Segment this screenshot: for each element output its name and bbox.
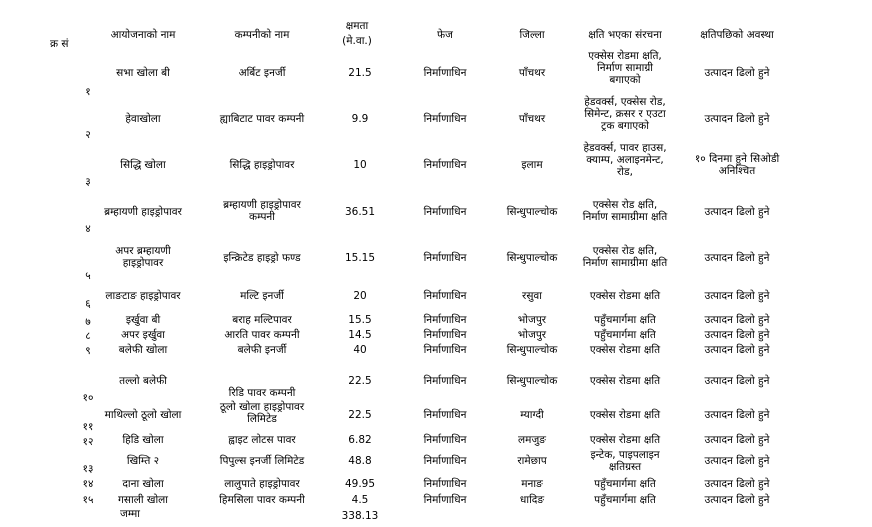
total-value: 338.13 — [341, 510, 379, 522]
row-capacity: 9.9 — [351, 113, 369, 125]
row-damage: निर्माण सामाग्रीमा क्षति — [582, 211, 668, 223]
row-project: हाइड्रोपावर — [122, 257, 164, 269]
row-project: ब्रम्हायणी हाइड्रोपावर — [104, 206, 182, 218]
row-phase: निर्माणाधिन — [423, 206, 467, 218]
row-project: सिद्धि खोला — [120, 159, 166, 171]
row-damage: एक्सेस रोडमा क्षति, — [588, 50, 662, 62]
row-status: उत्पादन ढिलो हुने — [704, 113, 770, 125]
row-status: उत्पादन ढिलो हुने — [704, 434, 770, 446]
row-phase: निर्माणाधिन — [423, 409, 467, 421]
row-capacity: 21.5 — [348, 67, 372, 79]
row-phase: निर्माणाधिन — [423, 290, 467, 302]
row-damage: एक्सेस रोडमा क्षति — [589, 344, 661, 356]
row-district: धादिङ — [519, 494, 545, 506]
row-capacity: 20 — [353, 290, 367, 302]
row-status: उत्पादन ढिलो हुने — [704, 455, 770, 467]
row-damage: सिमेन्ट, क्रसर र एउटा — [584, 108, 666, 120]
row-phase: निर्माणाधिन — [423, 494, 467, 506]
row-status: उत्पादन ढिलो हुने — [704, 290, 770, 302]
row-company: अर्बिट इनर्जी — [238, 67, 286, 79]
row-phase: निर्माणाधिन — [423, 344, 467, 356]
header-company: कम्पनीको नाम — [234, 29, 290, 41]
row-damage: एक्सेस रोडमा क्षति — [589, 434, 661, 446]
row-project: अपर ब्रम्हायणी — [115, 245, 171, 257]
row-phase: निर्माणाधिन — [423, 113, 467, 125]
row-damage: पहुँचमार्गमा क्षति — [594, 494, 656, 506]
row-damage: हेडवर्क्स, पावर हाउस, — [583, 142, 667, 154]
header-sn: क्र सं — [50, 38, 69, 50]
row-project: हेवाखोला — [125, 113, 161, 125]
row-capacity: 22.5 — [348, 409, 372, 421]
row-district: रसुवा — [522, 290, 542, 302]
row-capacity: 40 — [353, 344, 367, 356]
row-project: गसाली खोला — [117, 494, 169, 506]
row-phase: निर्माणाधिन — [423, 455, 467, 467]
row-phase: निर्माणाधिन — [423, 478, 467, 490]
header-project: आयोजनाको नाम — [110, 29, 176, 41]
row-sn: २ — [85, 129, 91, 141]
row-project: बलेफी खोला — [118, 344, 168, 356]
row-capacity: 10 — [353, 159, 367, 171]
row-status: उत्पादन ढिलो हुने — [704, 494, 770, 506]
row-district: इलाम — [521, 159, 543, 171]
row-damage: एक्सेस रोडमा क्षति — [589, 409, 661, 421]
row-company: लालुपाते हाइड्रोपावर — [224, 478, 300, 490]
row-damage: हेडवर्क्स, एक्सेस रोड, — [584, 96, 666, 108]
row-district: लमजुङ — [518, 434, 546, 446]
row-project: माथिल्लो ठूलो खोला — [104, 409, 182, 421]
row-damage: निर्माण सामाग्री — [597, 62, 653, 74]
row-project: तल्लो बलेफी — [119, 375, 167, 387]
row-damage: क्षतिग्रस्त — [608, 461, 642, 473]
header-district: जिल्ला — [519, 29, 545, 41]
header-status: क्षतिपछिको अवस्था — [700, 29, 774, 41]
row-company: ठूलो खोला हाइड्रोपावर — [219, 401, 305, 413]
row-district: सिन्धुपाल्चोक — [506, 375, 558, 387]
row-capacity: 48.8 — [348, 455, 372, 467]
row-damage: क्याम्प, अलाइनमेन्ट, — [586, 154, 664, 166]
row-phase: निर्माणाधिन — [423, 252, 467, 264]
row-status: उत्पादन ढिलो हुने — [704, 344, 770, 356]
row-company: सिद्धि हाइड्रोपावर — [229, 159, 295, 171]
row-status: अनिश्चित — [718, 165, 756, 177]
row-phase: निर्माणाधिन — [423, 314, 467, 326]
row-project: सभा खोला बी — [116, 67, 170, 79]
row-capacity: 22.5 — [348, 375, 372, 387]
header-damage: क्षति भएका संरचना — [588, 29, 662, 41]
row-sn: १३ — [82, 463, 94, 475]
row-capacity: 4.5 — [351, 494, 369, 506]
row-sn: ४ — [85, 223, 91, 235]
row-status: उत्पादन ढिलो हुने — [704, 375, 770, 387]
row-sn: ३ — [85, 176, 91, 188]
row-status: उत्पादन ढिलो हुने — [704, 67, 770, 79]
row-damage: पहुँचमार्गमा क्षति — [594, 478, 656, 490]
row-sn: १ — [85, 86, 91, 98]
row-district: म्याग्दी — [520, 409, 544, 421]
row-company: इन्क्रिटेड हाइड्रो फण्ड — [223, 252, 301, 264]
row-capacity: 15.5 — [348, 314, 372, 326]
row-district: भोजपुर — [517, 314, 547, 326]
row-status: उत्पादन ढिलो हुने — [704, 206, 770, 218]
row-company: मल्टि इनर्जी — [240, 290, 284, 302]
row-company: ब्रम्हायणी हाइड्रोपावर — [223, 199, 301, 211]
row-company: पिपुल्स इनर्जी लिमिटेड — [219, 455, 305, 467]
header-capacity-1: क्षमता — [345, 20, 369, 32]
row-damage: ट्रक बगाएको — [601, 120, 649, 132]
row-company: हिमसिला पावर कम्पनी — [219, 494, 305, 506]
row-capacity: 14.5 — [348, 329, 372, 341]
row-sn: १२ — [82, 436, 94, 448]
row-damage: एक्सेस रोड क्षति, — [592, 199, 658, 211]
row-district: मनाङ — [521, 478, 543, 490]
row-status: उत्पादन ढिलो हुने — [704, 409, 770, 421]
row-phase: निर्माणाधिन — [423, 329, 467, 341]
row-sn: १० — [82, 392, 94, 404]
row-sn: ८ — [85, 330, 91, 342]
row-phase: निर्माणाधिन — [423, 375, 467, 387]
row-damage: एक्सेस रोडमा क्षति — [589, 375, 661, 387]
total-label: जम्मा — [120, 508, 140, 520]
row-damage: रोड, — [617, 166, 633, 178]
row-company: ह्वाइट लोटस पावर — [228, 434, 296, 446]
row-sn: १५ — [82, 494, 94, 506]
row-company: ह्याबिटाट पावर कम्पनी — [219, 113, 305, 125]
row-sn: ९ — [85, 345, 91, 357]
row-district: पाँचथर — [518, 67, 546, 79]
row-status: उत्पादन ढिलो हुने — [704, 252, 770, 264]
row-project: इर्खुवा बी — [125, 314, 161, 326]
row-damage: इन्टेक, पाइपलाइन — [590, 449, 660, 461]
row-damage: बगाएको — [609, 74, 641, 86]
row-sn: ६ — [85, 298, 91, 310]
row-company: लिमिटेड — [247, 413, 277, 425]
row-sn: ११ — [82, 421, 94, 433]
row-capacity: 49.95 — [344, 478, 376, 490]
row-status: उत्पादन ढिलो हुने — [704, 329, 770, 341]
row-phase: निर्माणाधिन — [423, 434, 467, 446]
row-district: सिन्धुपाल्चोक — [506, 344, 558, 356]
row-district: रामेछाप — [517, 455, 547, 467]
row-company: आरति पावर कम्पनी — [224, 329, 300, 341]
row-damage: एक्सेस रोडमा क्षति — [589, 290, 661, 302]
row-capacity: 15.15 — [344, 252, 376, 264]
row-district: सिन्धुपाल्चोक — [506, 252, 558, 264]
row-capacity: 6.82 — [348, 434, 372, 446]
row-project: खिम्ति २ — [126, 455, 160, 467]
row-project: हिडि खोला — [122, 434, 164, 446]
row-company: बराह मल्टिपावर — [232, 314, 292, 326]
row-company: कम्पनी — [249, 211, 275, 223]
row-damage: पहुँचमार्गमा क्षति — [594, 329, 656, 341]
row-district: सिन्धुपाल्चोक — [506, 206, 558, 218]
row-phase: निर्माणाधिन — [423, 67, 467, 79]
row-damage: पहुँचमार्गमा क्षति — [594, 314, 656, 326]
row-damage: एक्सेस रोड क्षति, — [592, 245, 658, 257]
row-project: अपर इर्खुवा — [121, 329, 165, 341]
row-status: १० दिनमा हुने सिओडी — [694, 153, 780, 165]
row-company: बलेफी इनर्जी — [237, 344, 287, 356]
row-project: लाङटाङ हाइड्रोपावर — [105, 290, 181, 302]
row-sn: ७ — [85, 316, 91, 328]
row-status: उत्पादन ढिलो हुने — [704, 314, 770, 326]
row-phase: निर्माणाधिन — [423, 159, 467, 171]
row-district: पाँचथर — [518, 113, 546, 125]
header-phase: फेज — [437, 29, 453, 41]
row-damage: निर्माण सामाग्रीमा क्षति — [582, 257, 668, 269]
header-capacity-2: (मे.वा.) — [342, 35, 372, 47]
row-sn: १४ — [82, 478, 94, 490]
row-district: भोजपुर — [517, 329, 547, 341]
row-company: रिडि पावर कम्पनी — [228, 387, 296, 399]
row-capacity: 36.51 — [344, 206, 376, 218]
row-status: उत्पादन ढिलो हुने — [704, 478, 770, 490]
row-project: दाना खोला — [122, 478, 164, 490]
row-sn: ५ — [85, 270, 91, 282]
